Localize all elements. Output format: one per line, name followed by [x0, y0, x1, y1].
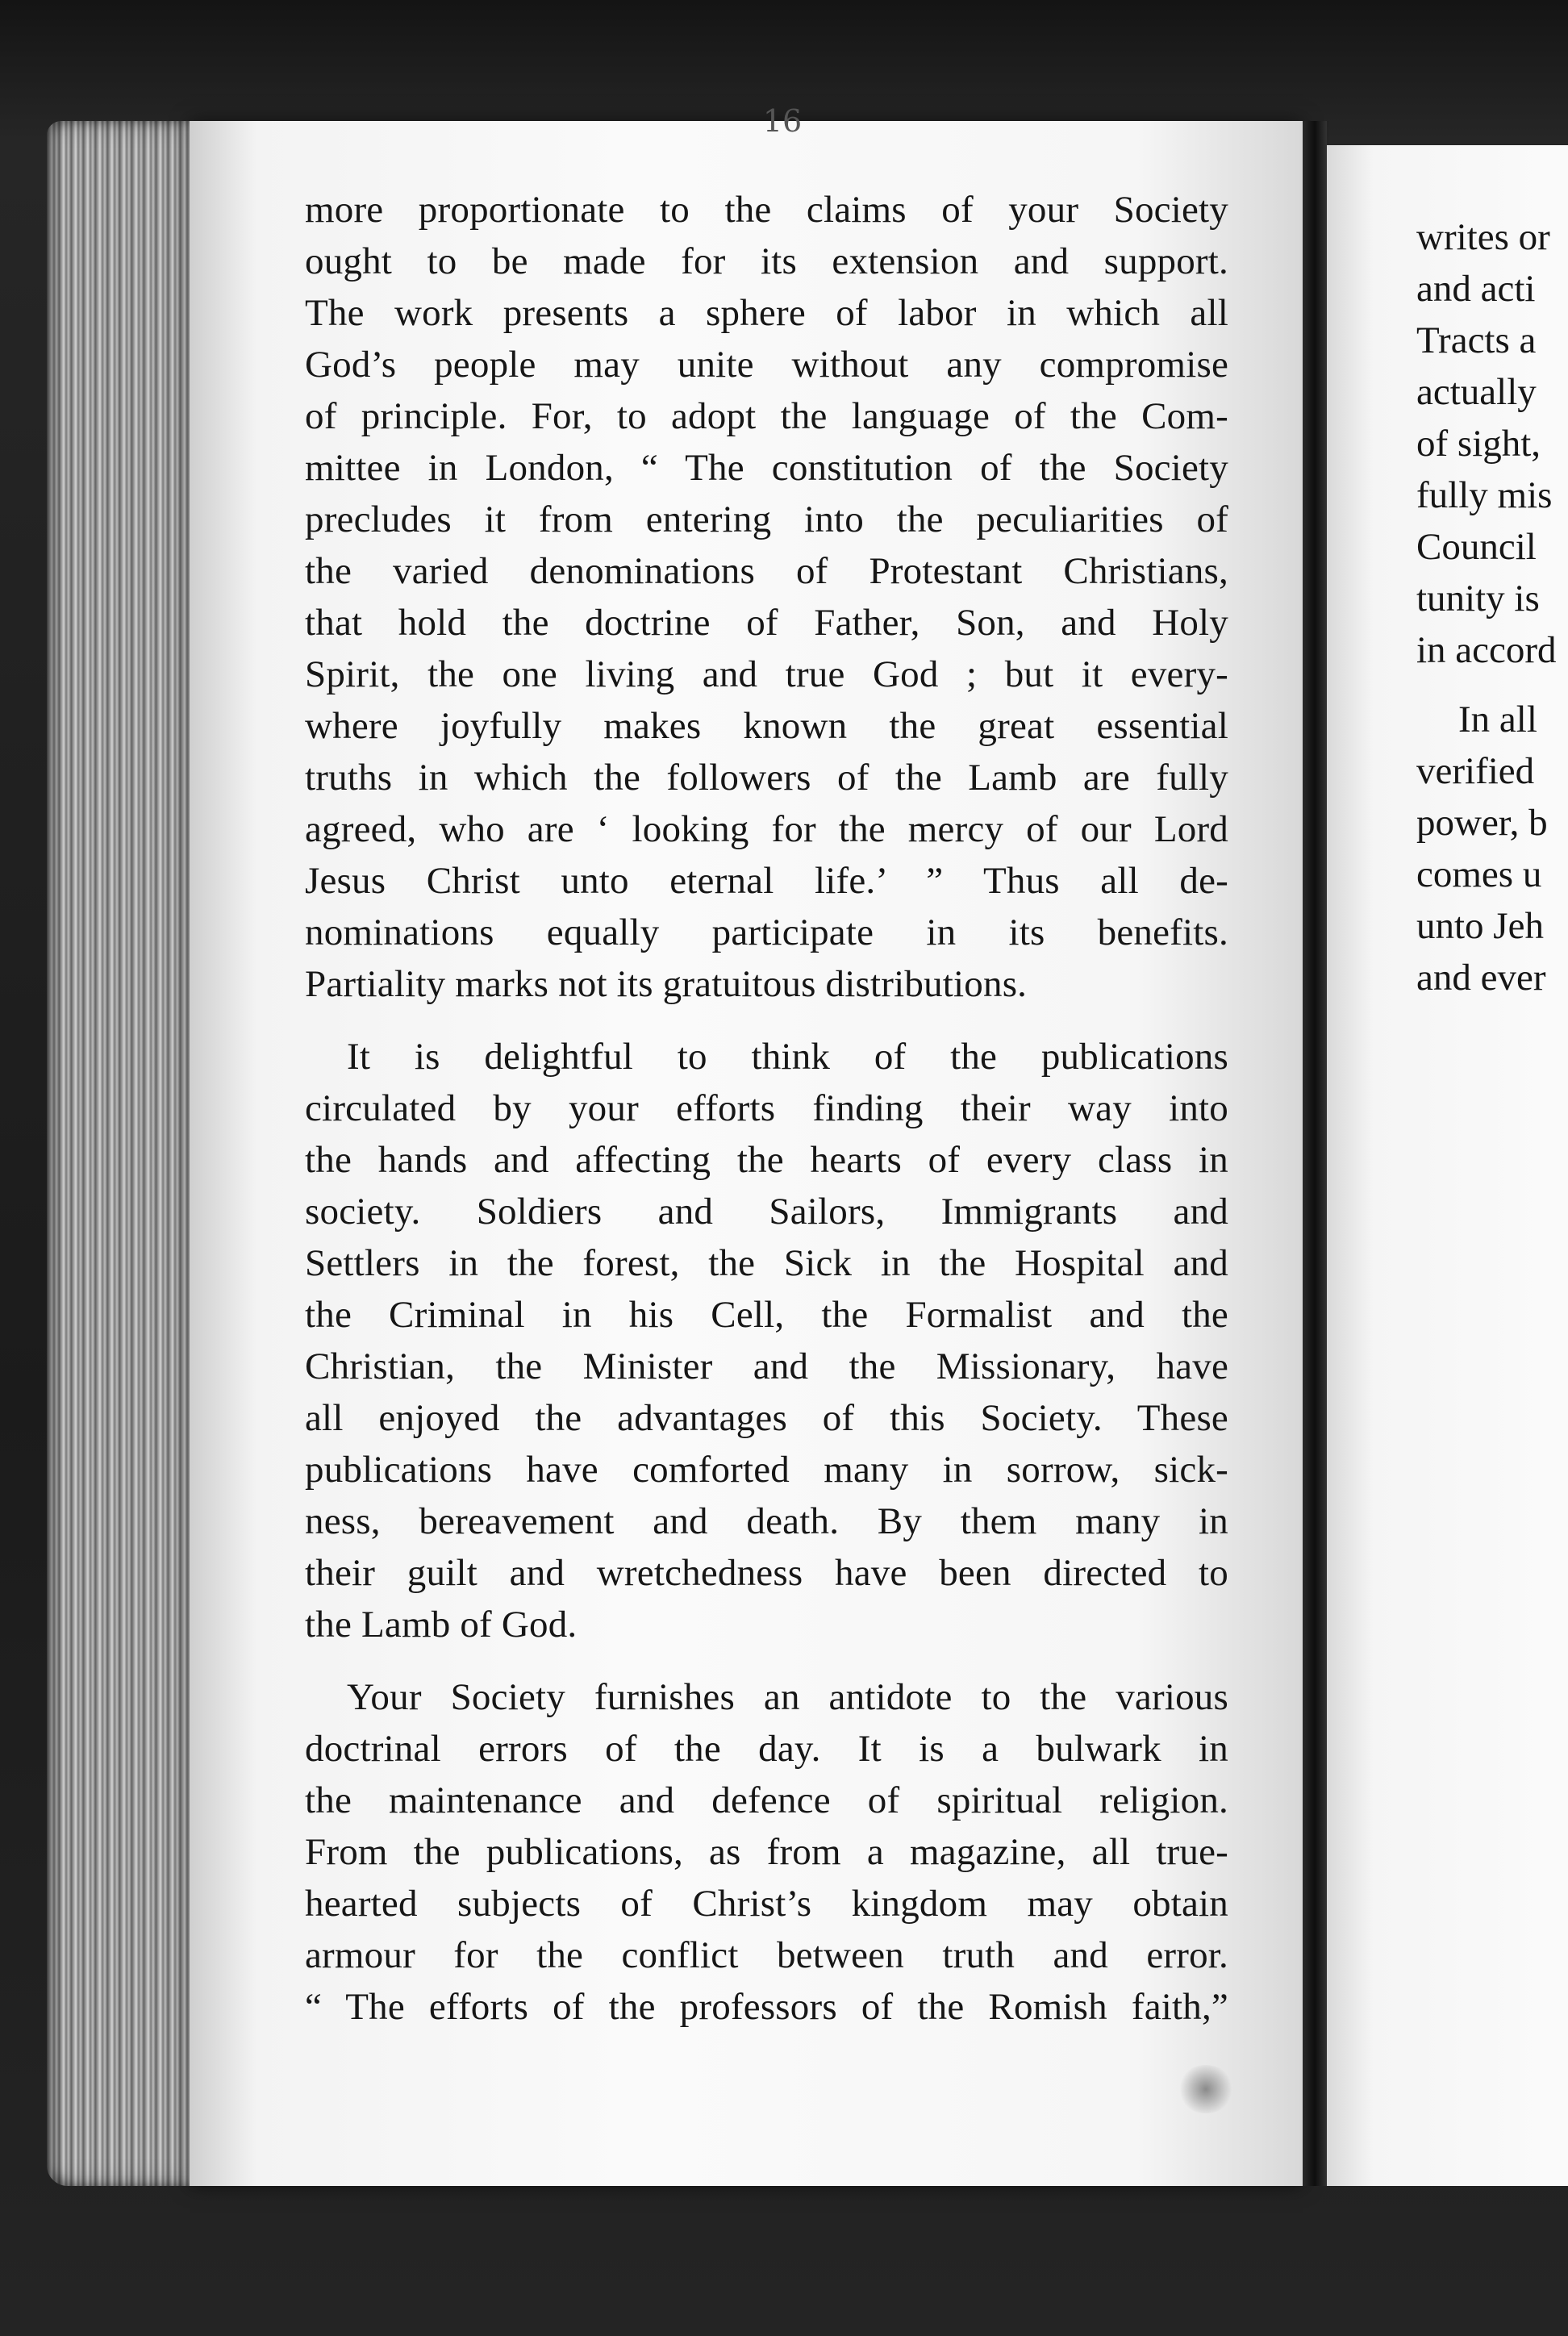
- text-line: Settlers in the forest, the Sick in the Hospital and: [305, 1242, 1228, 1284]
- text-line: nominations equally participate in its benefits.: [305, 911, 1228, 953]
- text-line: that hold the doctrine of Father, Son, and Holy: [305, 602, 1228, 644]
- text-line: From the publications, as from a magazine, all true-: [305, 1831, 1228, 1873]
- text-line: publications have comforted many in sorrow, sick-: [305, 1449, 1228, 1491]
- text-line: the Criminal in his Cell, the Formalist and the: [305, 1294, 1228, 1336]
- text-line: hearted subjects of Christ’s kingdom may obtain: [305, 1883, 1228, 1925]
- text-line: their guilt and wretchedness have been directed to: [305, 1552, 1228, 1594]
- text-line: precludes it from entering into the peculiarities of: [305, 498, 1228, 540]
- main-text-block: [305, 184, 1228, 2033]
- text-line: verified: [1416, 750, 1535, 792]
- text-line: where joyfully makes known the great essential: [305, 705, 1228, 747]
- text-line: all enjoyed the advantages of this Society. These: [305, 1397, 1228, 1439]
- text-line: Your Society furnishes an antidote to the various: [347, 1676, 1228, 1718]
- text-line: ness, bereavement and death. By them many in: [305, 1500, 1228, 1542]
- page-number: 16: [762, 105, 803, 137]
- text-line: It is delightful to think of the publications: [347, 1036, 1228, 1078]
- paragraph-gap: [305, 1010, 1228, 1031]
- facing-page-text: [1416, 211, 1568, 1003]
- text-line: The work presents a sphere of labor in which all: [305, 292, 1228, 334]
- text-line: circulated by your efforts finding their way into: [305, 1087, 1228, 1129]
- text-line: ought to be made for its extension and support.: [305, 240, 1228, 282]
- text-line: Partiality marks not its gratuitous distributions.: [305, 963, 1028, 1005]
- text-line: In all: [1458, 699, 1537, 740]
- book-gutter: [1303, 121, 1327, 2186]
- text-line: the varied denominations of Protestant Christians,: [305, 550, 1228, 592]
- text-line: and acti: [1416, 268, 1536, 310]
- paragraph-gap: [1416, 676, 1568, 694]
- text-line: doctrinal errors of the day. It is a bulwark in: [305, 1728, 1228, 1770]
- ink-smudge: [1178, 2065, 1234, 2113]
- text-line: of sight,: [1416, 423, 1541, 465]
- text-line: of principle. For, to adopt the language of the Com-: [305, 395, 1228, 437]
- text-line: in accord: [1416, 629, 1557, 671]
- text-line: the Lamb of God.: [305, 1604, 578, 1646]
- text-line: the hands and affecting the hearts of every class in: [305, 1139, 1228, 1181]
- text-line: mittee in London, “ The constitution of the Society: [305, 447, 1228, 489]
- text-line: writes or: [1416, 216, 1550, 258]
- text-line: truths in which the followers of the Lamb are fully: [305, 757, 1228, 799]
- text-line: armour for the conflict between truth and error.: [305, 1934, 1228, 1976]
- text-line: agreed, who are ‘ looking for the mercy of our Lord: [305, 808, 1228, 850]
- text-line: power, b: [1416, 802, 1548, 844]
- text-line: Jesus Christ unto eternal life.’ ” Thus all de-: [305, 860, 1228, 902]
- text-line: more proportionate to the claims of your Society: [305, 189, 1228, 231]
- text-line: unto Jeh: [1416, 905, 1544, 947]
- text-line: Christian, the Minister and the Missionary, have: [305, 1345, 1228, 1387]
- text-line: society. Soldiers and Sailors, Immigrants and: [305, 1191, 1228, 1233]
- text-line: tunity is: [1416, 578, 1540, 619]
- text-line: and ever: [1416, 957, 1546, 999]
- text-line: comes u: [1416, 853, 1542, 895]
- text-line: “ The efforts of the professors of the Romish faith,”: [305, 1986, 1228, 2028]
- text-line: God’s people may unite without any compromise: [305, 344, 1228, 386]
- text-line: fully mis: [1416, 474, 1553, 516]
- text-line: Spirit, the one living and true God ; but it every-: [305, 653, 1228, 695]
- text-line: the maintenance and defence of spiritual religion.: [305, 1779, 1228, 1821]
- text-line: Council: [1416, 526, 1537, 568]
- text-line: actually: [1416, 371, 1537, 413]
- paragraph-gap: [305, 1650, 1228, 1671]
- text-line: Tracts a: [1416, 319, 1537, 361]
